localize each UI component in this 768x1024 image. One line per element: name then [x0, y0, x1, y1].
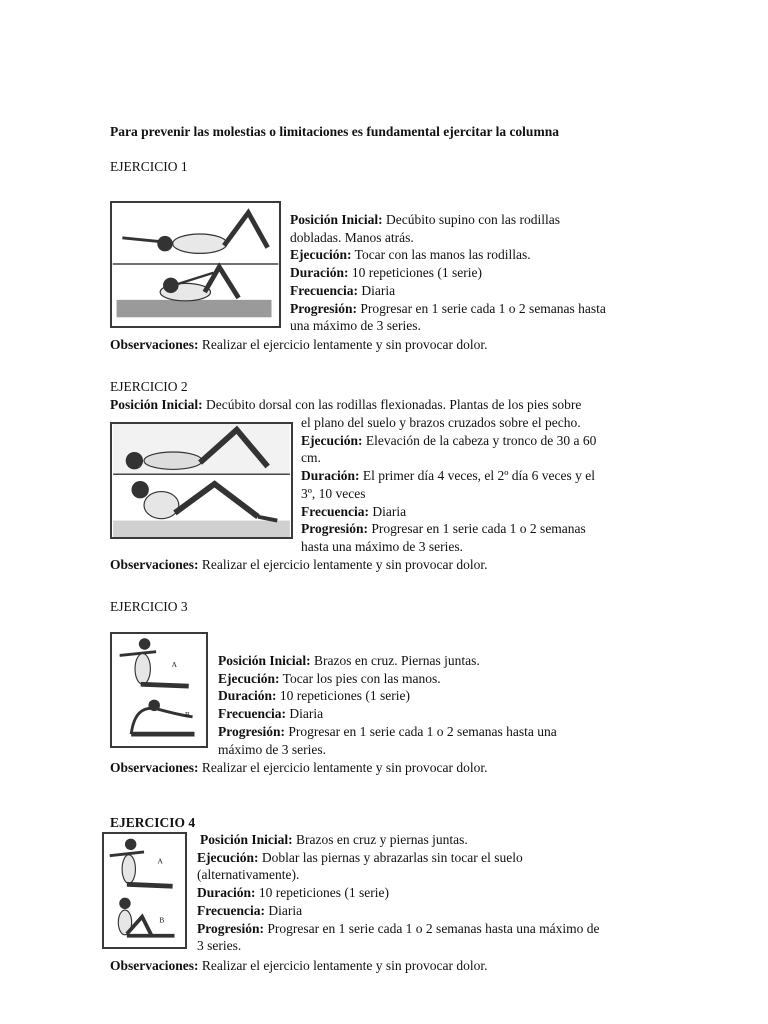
exercise-2-details — [301, 414, 596, 556]
exercise-2-duracion-line-2: 3º, 10 veces — [301, 485, 366, 501]
posicion-text: Brazos en cruz y piernas juntas. — [296, 832, 468, 847]
observaciones-text: Realizar el ejercicio lentamente y sin provocar dolor. — [201, 557, 488, 572]
exercise-4-ejecucion-line-2: (alternativamente). — [197, 867, 300, 883]
exercise-4-duracion — [197, 884, 600, 902]
supine-knee-touch-figure — [112, 203, 279, 326]
ejecucion-label: Ejecución: — [218, 670, 280, 686]
observaciones-label: Observaciones: — [110, 760, 199, 775]
ejecucion-text: Tocar los pies con las manos. — [282, 670, 441, 686]
exercise-1-progresion-line-1 — [290, 300, 606, 318]
exercise-3-progresion-line-1 — [218, 723, 557, 741]
exercise-1-posicion-line-1 — [290, 211, 606, 229]
exercise-4-frecuencia — [197, 902, 600, 920]
duracion-text: 10 repeticiones (1 serie) — [258, 885, 389, 901]
exercise-4-observaciones — [110, 957, 488, 975]
frecuencia-text: Diaria — [289, 706, 324, 722]
exercise-4-progresion-line-1 — [197, 920, 600, 938]
exercise-1-ejecucion — [290, 246, 606, 264]
ejecucion-text: Doblar las piernas y abrazarlas sin tocar el suelo — [261, 849, 523, 865]
progresion-text: Progresar en 1 serie cada 1 o 2 semanas hasta una máximo de — [267, 920, 600, 936]
exercise-1-duracion — [290, 264, 606, 282]
exercise-4-progresion-line-2: 3 series. — [197, 938, 242, 954]
frecuencia-label: Frecuencia: — [290, 282, 358, 298]
posicion-label: Posición Inicial: — [110, 397, 203, 412]
exercise-3-posicion — [218, 652, 557, 670]
exercise-4-illustration — [102, 832, 187, 949]
exercise-2-duracion-line-1 — [301, 467, 596, 485]
exercise-4-posicion — [197, 831, 600, 849]
exercise-3-illustration — [110, 632, 208, 748]
figure-label-b: B — [184, 709, 191, 719]
figure-label-b: B — [159, 915, 165, 925]
exercise-1-observaciones — [110, 336, 488, 354]
figure-label-a: A — [157, 856, 163, 866]
exercise-3-details — [218, 652, 557, 758]
duracion-text: El primer día 4 veces, el 2º día 6 veces y el — [362, 468, 595, 484]
frecuencia-text: Diaria — [372, 503, 407, 519]
frecuencia-label: Frecuencia: — [218, 706, 286, 722]
progresion-text: Progresar en 1 serie cada 1 o 2 semanas hasta una — [288, 723, 557, 739]
exercise-3-observaciones — [110, 759, 488, 777]
duracion-label: Duración: — [197, 885, 256, 901]
exercise-2-illustration — [110, 422, 293, 539]
exercise-2-frecuencia — [301, 503, 596, 521]
figure-label-a: A — [171, 659, 178, 669]
ejecucion-text: Elevación de la cabeza y tronco de 30 a 60 — [365, 432, 597, 448]
exercise-2-progresion-line-2: hasta una máximo de 3 series. — [301, 538, 463, 554]
duracion-label: Duración: — [290, 265, 349, 281]
exercise-1-progresion-line-2: una máximo de 3 series. — [290, 318, 421, 334]
posicion-label: Posición Inicial: — [200, 832, 293, 847]
knee-hug-figure — [104, 834, 185, 947]
frecuencia-label: Frecuencia: — [197, 902, 265, 918]
exercise-2-ejecucion-line-2: cm. — [301, 450, 321, 466]
progresion-text: Progresar en 1 serie cada 1 o 2 semanas — [371, 521, 586, 537]
posicion-label: Posición Inicial: — [218, 653, 311, 668]
exercise-1-frecuencia — [290, 282, 606, 300]
ejecucion-label: Ejecución: — [197, 849, 259, 865]
seated-toe-touch-figure — [112, 634, 206, 746]
exercise-2-progresion-line-1 — [301, 520, 596, 538]
duracion-label: Duración: — [218, 688, 277, 704]
exercise-3-ejecucion — [218, 670, 557, 688]
duracion-text: 10 repeticiones (1 serie) — [351, 265, 482, 281]
exercise-4-details — [197, 831, 600, 955]
duracion-label: Duración: — [301, 468, 360, 484]
exercise-1-details — [290, 211, 606, 335]
posicion-label: Posición Inicial: — [290, 212, 383, 227]
exercise-2-ejecucion-line-1 — [301, 432, 596, 450]
frecuencia-text: Diaria — [268, 902, 303, 918]
exercise-1-posicion-line-2: dobladas. Manos atrás. — [290, 229, 414, 245]
ejecucion-label: Ejecución: — [301, 432, 363, 448]
exercise-2-observaciones — [110, 556, 488, 574]
exercise-1-illustration — [110, 201, 281, 328]
observaciones-label: Observaciones: — [110, 958, 199, 973]
exercise-2-title: EJERCICIO 2 — [110, 379, 188, 394]
frecuencia-text: Diaria — [361, 282, 396, 298]
exercise-2-posicion-line-1 — [110, 396, 581, 414]
exercise-3-progresion-line-2: máximo de 3 series. — [218, 741, 326, 757]
progresion-label: Progresión: — [290, 300, 357, 316]
exercise-3-duracion — [218, 687, 557, 705]
progresion-label: Progresión: — [218, 723, 285, 739]
frecuencia-label: Frecuencia: — [301, 503, 369, 519]
observaciones-text: Realizar el ejercicio lentamente y sin provocar dolor. — [201, 760, 488, 775]
observaciones-text: Realizar el ejercicio lentamente y sin provocar dolor. — [201, 337, 488, 352]
curl-up-figure — [112, 424, 291, 537]
observaciones-label: Observaciones: — [110, 557, 199, 572]
exercise-2-posicion-line-2: el plano del suelo y brazos cruzados sobre el pecho. — [301, 415, 581, 430]
ejecucion-text: Tocar con las manos las rodillas. — [354, 247, 531, 263]
posicion-text: Decúbito supino con las rodillas — [386, 212, 560, 227]
exercise-3-frecuencia — [218, 705, 557, 723]
observaciones-text: Realizar el ejercicio lentamente y sin provocar dolor. — [201, 958, 488, 973]
exercise-3-title: EJERCICIO 3 — [110, 599, 188, 614]
progresion-text: Progresar en 1 serie cada 1 o 2 semanas hasta — [360, 300, 606, 316]
intro-heading: Para prevenir las molestias o limitaciones es fundamental ejercitar la columna — [110, 124, 559, 139]
exercise-1-title: EJERCICIO 1 — [110, 159, 188, 174]
progresion-label: Progresión: — [301, 521, 368, 537]
posicion-text: Decúbito dorsal con las rodillas flexionadas. Plantas de los pies sobre — [206, 397, 582, 412]
exercise-4-ejecucion-line-1 — [197, 849, 600, 867]
exercise-4-title: EJERCICIO 4 — [110, 815, 196, 830]
ejecucion-label: Ejecución: — [290, 247, 352, 263]
observaciones-label: Observaciones: — [110, 337, 199, 352]
duracion-text: 10 repeticiones (1 serie) — [279, 688, 410, 704]
progresion-label: Progresión: — [197, 920, 264, 936]
posicion-text: Brazos en cruz. Piernas juntas. — [314, 653, 480, 668]
